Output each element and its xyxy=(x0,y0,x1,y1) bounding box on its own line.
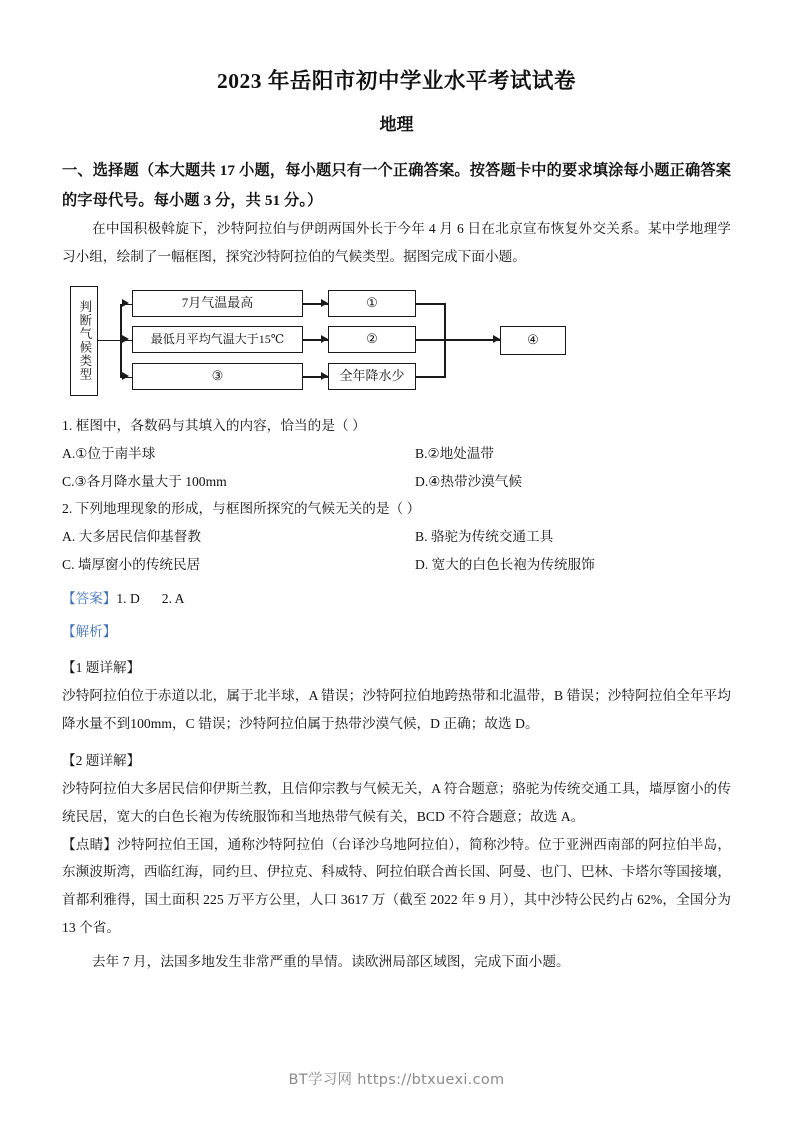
flowchart-conclusion-box: ④ xyxy=(500,326,566,355)
question-1-option-a[interactable]: A.①位于南半球 xyxy=(62,445,156,461)
flowchart-result-box-2: ② xyxy=(328,326,416,353)
explanation-1-heading: 【1 题详解】 xyxy=(62,660,141,676)
answer-line xyxy=(62,579,731,612)
question-2-option-d[interactable]: D. 宽大的白色长袍为传统服饰 xyxy=(415,557,595,573)
question-2-option-b[interactable]: B. 骆驼为传统交通工具 xyxy=(415,529,554,545)
flowchart-merge-line-2 xyxy=(416,339,500,341)
explanation-1-body: 沙特阿拉伯位于赤道以北，属于北半球，A 错误；沙特阿拉伯地跨热带和北温带，B 错误；沙特阿拉伯全年平均降水量不到100mm，C 错误；沙特阿拉伯属于热带沙漠气候，D 正确；故选 D。 xyxy=(62,688,731,732)
page-title: 2023 年岳阳市初中学业水平考试试卷 xyxy=(217,69,576,93)
question-1-option-c[interactable]: C.③各月降水量大于 100mm xyxy=(62,473,227,489)
question-1-option-d[interactable]: D.④热带沙漠气候 xyxy=(415,473,522,489)
flowchart-root-box: 判断气候类型 xyxy=(70,286,98,396)
passage-2: 去年 7 月，法国多地发生非常严重的旱情。读欧洲局部区域图，完成下面小题。 xyxy=(92,954,570,970)
answer-question-1: 1. D xyxy=(116,591,140,607)
question-1-option-b[interactable]: B.②地处温带 xyxy=(415,445,495,461)
tip-block: 【点睛】沙特阿拉伯王国，通称沙特阿拉伯（台译沙乌地阿拉伯），简称沙特。位于亚洲西南部的阿拉伯半岛，东濒波斯湾，西临红海，同约旦、伊拉克、科威特、阿拉伯联合酋长国、阿曼、也门、巴林、卡塔尔等国接壤，首都利雅得，国土面积 225 万平方公里，人口 3617 万（截至 2022 年 9 月），其中沙特公民约占 62%，全国分为 13 个省。 xyxy=(62,836,731,936)
page-subject-title: 地理 xyxy=(379,115,414,135)
answer-question-2: 2. A xyxy=(161,591,185,607)
climate-type-flowchart xyxy=(62,284,731,398)
question-1-options-row-1 xyxy=(62,440,731,468)
question-1-stem: 1. 框图中，各数码与其填入的内容，恰当的是（ ） xyxy=(62,417,366,433)
question-2-stem: 2. 下列地理现象的形成，与框图所探究的气候无关的是（ ） xyxy=(62,501,421,517)
flowchart-arrow-result-2 xyxy=(321,335,328,343)
question-2-option-a[interactable]: A. 大多居民信仰基督教 xyxy=(62,529,201,545)
question-2-options-row-1 xyxy=(62,523,731,551)
flowchart-arrow-result-1 xyxy=(321,299,328,307)
explanation-2-heading: 【2 题详解】 xyxy=(62,753,141,768)
passage-1: 在中国积极斡旋下，沙特阿拉伯与伊朗两国外长于今年 4 月 6 日在北京宣布恢复外交关系。某中学地理学习小组，绘制了一幅框图，探究沙特阿拉伯的气候类型。据图完成下面小题。 xyxy=(62,221,731,265)
flowchart-merge-line-3 xyxy=(416,376,446,378)
flowchart-condition-box-2: 最低月平均气温大于15℃ xyxy=(132,326,303,353)
site-footer: BT学习网 https://btxuexi.com xyxy=(288,1072,505,1088)
flowchart-arrow-result-3 xyxy=(321,372,328,380)
explanation-2-body: 沙特阿拉伯大多居民信仰伊斯兰教，且信仰宗教与气候无关，A 符合题意；骆驼为传统交通工具，墙厚窗小的传统民居，宽大的白色长袍为传统服饰和当地热带气候有关，BCD 不符合题意；故选 A。 xyxy=(62,780,731,824)
flowchart-merge-line-1 xyxy=(416,303,446,305)
flowchart-result-box-1: ① xyxy=(328,290,416,317)
question-2-options-row-2 xyxy=(62,551,731,579)
flowchart-condition-box-1: 7月气温最高 xyxy=(132,290,303,317)
flowchart-arrow-branch-3 xyxy=(122,372,129,380)
flowchart-result-box-3: 全年降水少 xyxy=(328,363,416,390)
flowchart-arrow-conclusion xyxy=(493,335,500,343)
analysis-label-line xyxy=(62,612,731,645)
analysis-label: 【解析】 xyxy=(62,624,117,640)
section-heading: 一、选择题（本大题共 17 小题，每小题只有一个正确答案。按答题卡中的要求填涂每小题正确答案的字母代号。每小题 3 分，共 51 分。） xyxy=(62,161,731,209)
answer-label: 【答案】 xyxy=(62,591,117,607)
flowchart-arrow-branch-1 xyxy=(122,299,129,307)
flowchart-trunk-line xyxy=(98,340,122,342)
flowchart-arrow-branch-2 xyxy=(122,335,129,343)
question-2-option-c[interactable]: C. 墙厚窗小的传统民居 xyxy=(62,557,201,573)
flowchart-condition-box-3: ③ xyxy=(132,363,303,390)
question-1-options-row-2 xyxy=(62,468,731,496)
